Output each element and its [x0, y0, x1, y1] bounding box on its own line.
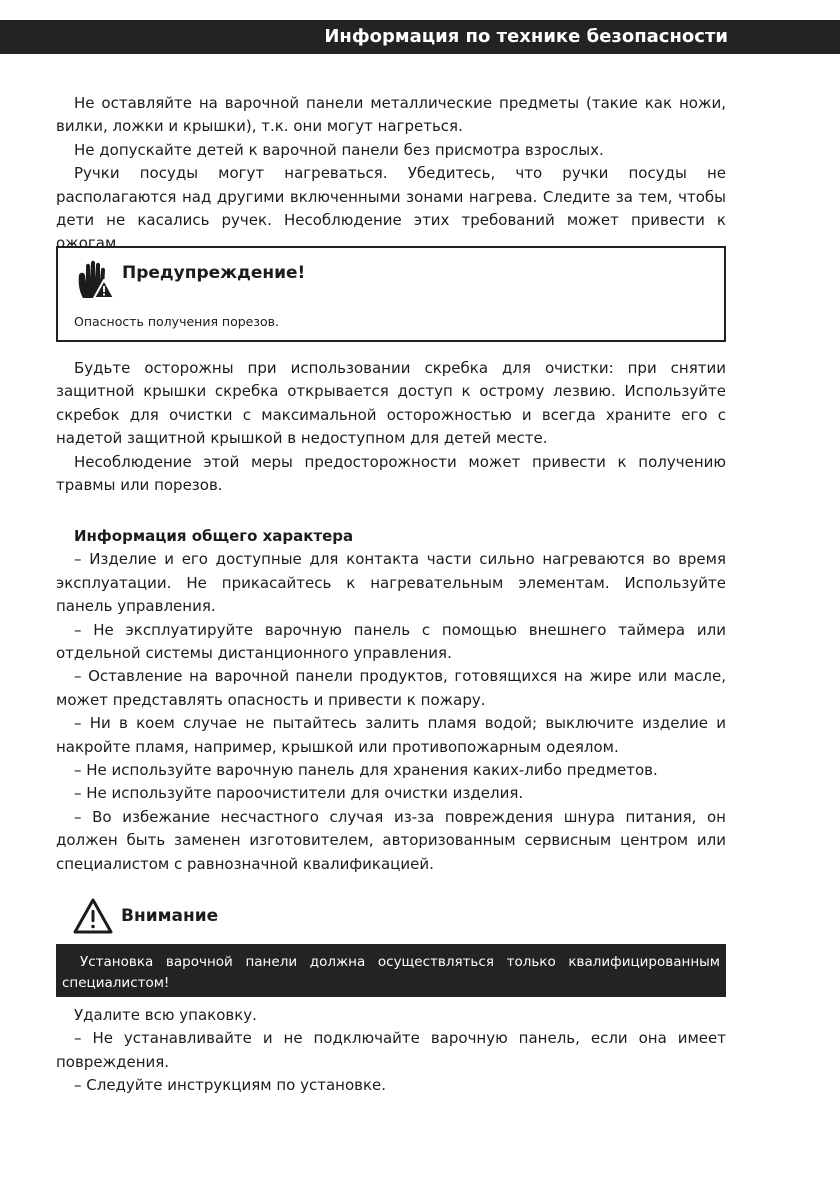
list-item: – Оставление на варочной панели продуктов, готовящихся на жире или масле, может представлять опасность и привести к пожару. [56, 667, 726, 709]
paragraph: Ручки посуды могут нагреваться. Убедитесь, что ручки посуды не располагаются над другими включенными зонами нагрева. Следите за тем, чтобы дети не касались ручек. Несоблюдение этих требований может привести к ожогам. [56, 164, 726, 253]
paragraph: Удалите всю упаковку. [74, 1006, 257, 1024]
paragraph: Не допускайте детей к варочной панели без присмотра взрослых. [74, 140, 604, 159]
list-item: – Ни в коем случае не пытайтесь залить пламя водой; выключите изделие и накройте пламя, например, крышкой или противопожарным одеялом. [56, 714, 726, 756]
paragraph: Не оставляйте на варочной панели металлические предметы (такие как ножи, вилки, ложки и крышки), т.к. они могут нагреться. [56, 94, 726, 136]
section-title: Информация общего характера [74, 527, 354, 545]
general-section [56, 525, 726, 876]
warning-title: Предупреждение! [122, 263, 306, 283]
hand-warning-icon [75, 258, 115, 300]
scraper-section [56, 357, 726, 497]
page-title: Информация по технике безопасности [324, 26, 728, 47]
attention-banner [56, 944, 726, 997]
list-item: – Не эксплуатируйте варочную панель с помощью внешнего таймера или отдельной системы дистанционного управления. [56, 620, 726, 663]
paragraph: Будьте осторожны при использовании скребка для очистки: при снятии защитной крышки скребка открывается доступ к острому лезвию. Используйте скребок для очистки с максимальной осторожностью и всегда храните его с надетой защитной крышкой в недоступном для детей месте. [56, 359, 726, 448]
banner-text: Установка варочной панели должна осуществляться только квалифицированным специалистом! [62, 954, 720, 991]
warning-text: Опасность получения порезов. [74, 314, 280, 329]
paragraph: Несоблюдение этой меры предосторожности может привести к получению травмы или порезов. [56, 452, 726, 495]
list-item: – Не используйте варочную панель для хранения каких-либо предметов. [74, 761, 658, 780]
header-bar [0, 20, 840, 54]
intro-section [56, 92, 726, 256]
list-item: – Не используйте пароочистители для очистки изделия. [74, 784, 524, 803]
installation-section [56, 1004, 726, 1098]
list-item: – Не устанавливайте и не подключайте варочную панель, если она имеет повреждения. [56, 1029, 726, 1071]
attention-title: Внимание [121, 906, 219, 926]
warning-box [56, 246, 726, 342]
list-item: – Изделие и его доступные для контакта части сильно нагреваются во время эксплуатации. Не прикасайтесь к нагревательным элементам. Используйте панель управления. [56, 550, 726, 616]
list-item: – Следуйте инструкциям по установке. [74, 1076, 387, 1095]
list-item: – Во избежание несчастного случая из-за повреждения шнура питания, он должен быть заменен изготовителем, авторизованным сервисным центром или специалистом с равнозначной квалификацией. [56, 807, 726, 873]
exclamation-triangle-icon [72, 897, 114, 935]
